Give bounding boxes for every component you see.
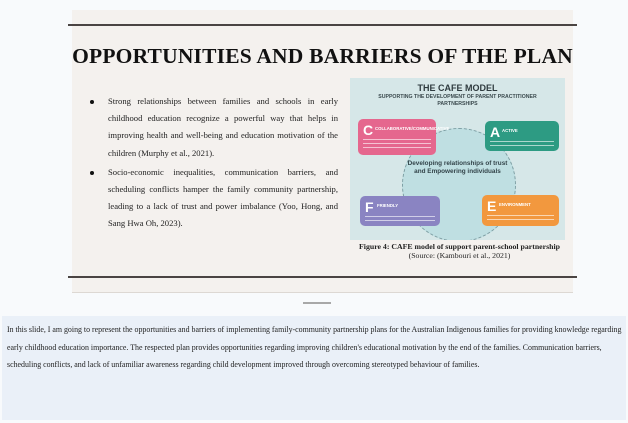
center-text: Developing relationships of trust and Empowering individuals [407,160,508,175]
bullet-dot-icon [90,171,94,175]
bullet-text: Strong relationships between families and schools in early childhood education recognize a powerful way that helps in improving health and well-being and education motivation of the children (Murphy et al., 2021). [108,96,338,158]
speaker-notes-text[interactable]: In this slide, I am going to represent the opportunities and barriers of implementing family-community partnership plans for the Australian Indigenous families for providing knowledge regarding early childhood education importance. The respected plan provides opportunities regarding improving children's educational motivation by the end of the families. Communication barriers, scheduling conflicts, and lack of unfamiliar awareness regarding child development improved through overcoming stereotyped behaviour of families. [7,325,622,369]
box-body-lines [490,141,554,149]
box-friendly [360,196,440,226]
bullet-dot-icon [90,100,94,104]
box-letter: F [365,199,374,215]
box-body-lines [363,139,431,151]
box-letter: E [487,198,497,214]
box-letter: C [363,122,374,138]
bullet-item [90,93,338,162]
box-collaborative [358,119,450,155]
figure-caption [352,242,567,260]
box-body-lines [365,216,435,224]
box-active [485,121,559,151]
speaker-notes-panel[interactable] [2,316,626,420]
box-name: ENVIRONMENT [499,202,531,207]
box-name: COLLABORATIVE/COMMUNICATIVE [375,126,450,131]
bullet-item [90,164,338,233]
slide-title: OPPORTUNITIES AND BARRIERS OF THE PLAN [72,44,573,68]
box-name: ACTIVE [502,128,518,133]
box-letter: A [490,124,501,140]
cafe-model-image [350,78,565,240]
top-divider-line [68,24,577,26]
figure-title: THE CAFE MODEL [417,83,498,93]
bottom-divider-line [68,276,577,278]
box-environment [482,195,559,226]
figure-caption-title: Figure 4: CAFE model of support parent-school partnership [359,242,560,251]
figure-subtitle: SUPPORTING THE DEVELOPMENT OF PARENT PRACTITIONER PARTNERSHIPS [378,94,537,107]
bullet-list [90,93,338,235]
box-body-lines [487,215,554,223]
resize-handle[interactable] [303,302,331,304]
box-name: FRIENDLY [377,203,399,208]
figure-source: (Source: (Kambouri et al., 2021) [408,251,511,260]
bullet-text: Socio-economic inequalities, communication barriers, and scheduling conflicts hamper the family community partnership, leading to a lack of trust and power imbalance (Yoo, Hong, and Sang Hwa Oh, 2023). [108,166,338,229]
